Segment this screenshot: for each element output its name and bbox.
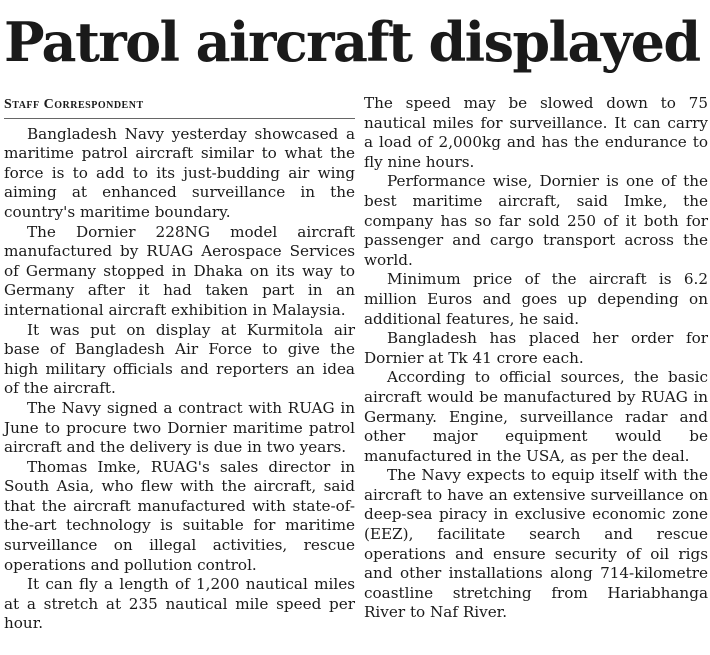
headline: Patrol aircraft displayed (4, 10, 700, 74)
paragraph-2: The Dornier 228NG model aircraft manufactured by RUAG Aerospace Services of Germany stopped in Dhaka on its way to Germany after it had taken part in an international aircraft exhibition in Malaysia. (4, 222, 355, 319)
paragraph-11: According to official sources, the basic aircraft would be manufactured by RUAG in Germany. Engine, surveillance radar and other major equipment would be manufactured in the USA, as per the deal. (364, 368, 708, 465)
paragraph-4: The Navy signed a contract with RUAG in June to procure two Dornier maritime patrol aircraft and the delivery is due in two years. (4, 398, 355, 457)
paragraph-8: Performance wise, Dornier is one of the best maritime aircraft, said Imke, the company has so far sold 250 of it both for passenger and cargo transport across the world. (364, 172, 708, 269)
paragraph-9: Minimum price of the aircraft is 6.2 million Euros and goes up depending on additional features, he said. (364, 270, 708, 328)
paragraph-10: Bangladesh has placed her order for Dornier at Tk 41 crore each. (364, 329, 708, 367)
paragraph-7: The speed may be slowed down to 75 nautical miles for surveillance. It can carry a load of 2,000kg and has the endurance to fly nine hours. (364, 94, 708, 171)
paragraph-3: It was put on display at Kurmitola air base of Bangladesh Air Force to give the high military officials and reporters an idea of the aircraft. (4, 320, 355, 398)
paragraph-6: It can fly a length of 1,200 nautical miles at a stretch at 235 nautical mile speed per hour. (4, 575, 355, 633)
byline: Staff Correspondent (4, 95, 355, 119)
paragraph-5: Thomas Imke, RUAG's sales director in South Asia, who flew with the aircraft, said that the aircraft manufactured with state-of-the-art technology is suitable for maritime surveillance on illegal activities, rescue operations and pollution control. (4, 457, 355, 574)
paragraph-12: The Navy expects to equip itself with the aircraft to have an extensive surveillance on deep-sea piracy in exclusive economic zone (EEZ), facilitate search and rescue operations and ensure security of oil rigs and other installations along 714-kilometre coastline stretching from Hariabhanga River to Naf River. (364, 466, 708, 622)
right-column (364, 94, 708, 623)
left-column (4, 94, 355, 634)
paragraph-1: Bangladesh Navy yesterday showcased a maritime patrol aircraft similar to what the force is to add to its just-budding air wing aiming at enhanced surveillance in the country's maritime boundary. (4, 124, 355, 221)
